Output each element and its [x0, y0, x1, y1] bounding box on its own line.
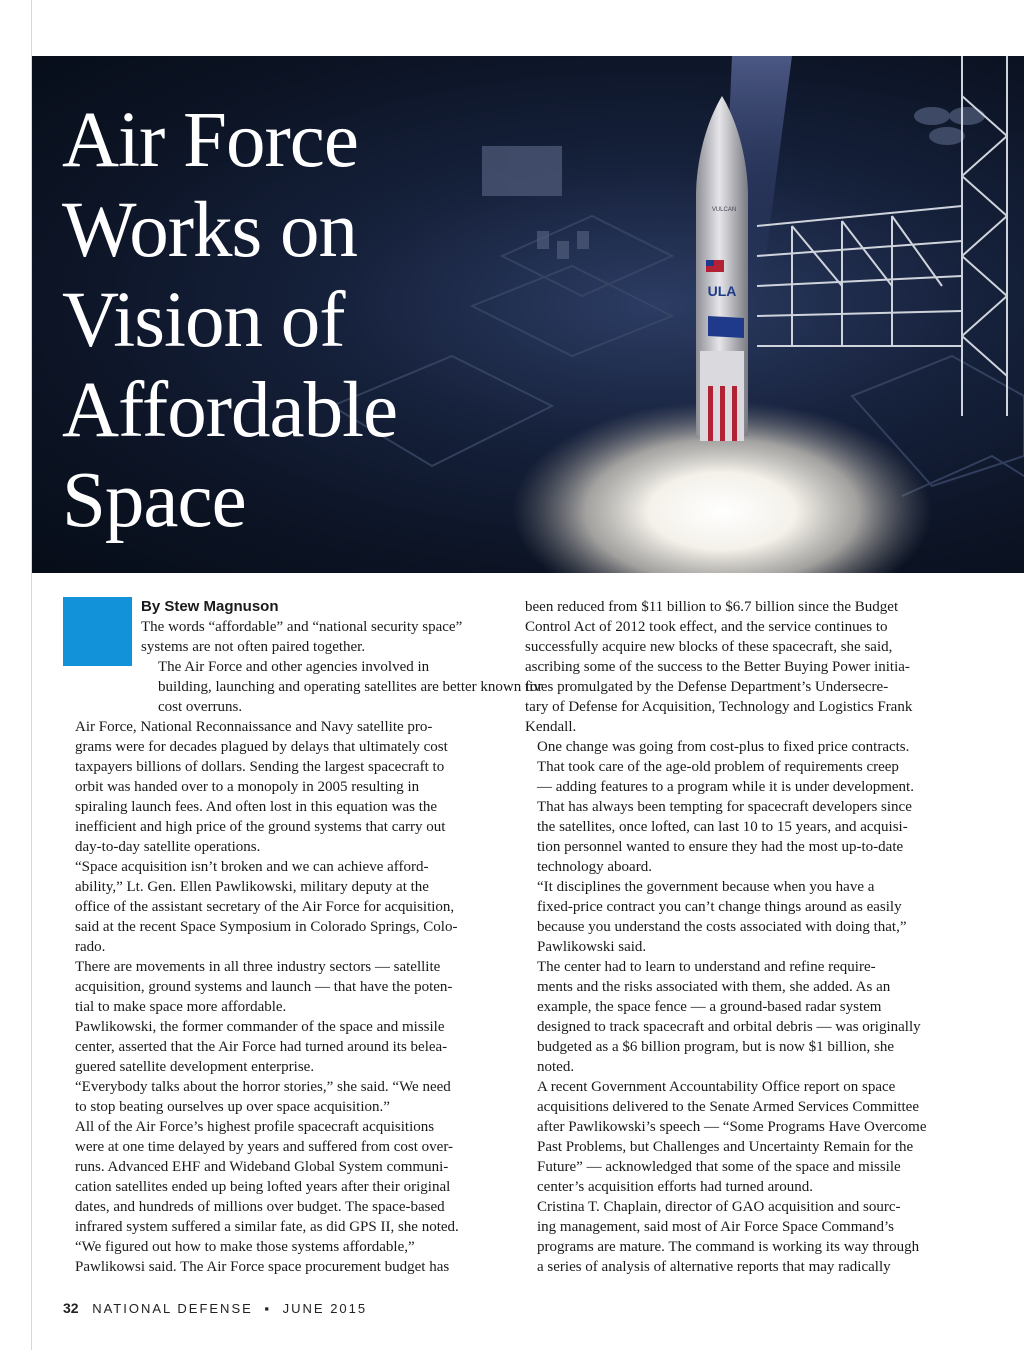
text-line: orbit was handed over to a monopoly in 2005 resulting in: [75, 779, 420, 795]
text-line: acquisition, ground systems and launch — that have the poten-: [75, 979, 453, 995]
text-line: The words “affordable” and “national security space”: [141, 619, 463, 635]
paragraph: [63, 1237, 505, 1277]
hero-image: [32, 56, 1024, 573]
paragraph: [63, 1077, 505, 1117]
text-line: “We figured out how to make those systems affordable,”: [75, 1239, 415, 1255]
text-line: fixed-price contract you can’t change things around as easily: [537, 899, 902, 915]
paragraph: [141, 617, 505, 657]
text-line: Control Act of 2012 took effect, and the service continues to: [525, 619, 888, 635]
text-line: center’s acquisition efforts had turned around.: [537, 1179, 814, 1195]
paragraph: [63, 957, 505, 1017]
paragraph: [525, 957, 965, 1077]
paragraph: [525, 1197, 965, 1277]
text-line: cost overruns.: [158, 699, 243, 715]
text-line: guered satellite development enterprise.: [75, 1059, 315, 1075]
text-line: successfully acquire new blocks of these spacecraft, she said,: [525, 639, 893, 655]
text-line: tion personnel wanted to ensure they had the most up-to-date: [537, 839, 904, 855]
text-line: “It disciplines the government because when you have a: [537, 879, 875, 895]
text-line: noted.: [537, 1059, 575, 1075]
footer-separator: ▪: [264, 1301, 272, 1316]
text-line: All of the Air Force’s highest profile spacecraft acquisitions: [75, 1119, 435, 1135]
article-column-right: [525, 597, 965, 1277]
page-footer: [63, 1300, 367, 1316]
text-line: were at one time delayed by years and suffered from cost over-: [75, 1139, 454, 1155]
text-line: budgeted as a $6 billion program, but is now $1 billion, she: [537, 1039, 895, 1055]
text-line: Future” — acknowledged that some of the space and missile: [537, 1159, 901, 1175]
text-line: tives promulgated by the Defense Department’s Undersecre-: [525, 679, 889, 695]
text-line: cation satellites ended up being lofted years after their original: [75, 1179, 451, 1195]
text-line: “Everybody talks about the horror stories,” she said. “We need: [75, 1079, 451, 1095]
rocket-logo: ULA: [707, 283, 737, 299]
text-line: ascribing some of the success to the Better Buying Power initia-: [525, 659, 910, 675]
headline-line: Space: [62, 457, 246, 544]
text-line: said at the recent Space Symposium in Colorado Springs, Colo-: [75, 919, 458, 935]
text-line: The Air Force and other agencies involved in: [158, 659, 430, 675]
text-line: programs are mature. The command is working its way through: [537, 1239, 920, 1255]
text-line: office of the assistant secretary of the Air Force for acquisition,: [75, 899, 455, 915]
text-line: There are movements in all three industry sectors — satellite: [75, 959, 441, 975]
paragraph: [63, 717, 505, 857]
headline-line: Vision of: [62, 277, 345, 364]
paragraph: [63, 657, 543, 717]
text-line: been reduced from $11 billion to $6.7 billion since the Budget: [525, 599, 899, 615]
text-line: example, the space fence — a ground-based radar system: [537, 999, 882, 1015]
text-line: Air Force, National Reconnaissance and Navy satellite pro-: [75, 719, 433, 735]
text-line: rado.: [75, 939, 106, 955]
text-line: because you understand the costs associated with doing that,”: [537, 919, 907, 935]
paragraph: [63, 1017, 505, 1077]
text-line: That has always been tempting for spacecraft developers since: [537, 799, 912, 815]
text-line: One change was going from cost-plus to fixed price contracts.: [537, 739, 910, 755]
text-line: runs. Advanced EHF and Wideband Global System communi-: [75, 1159, 449, 1175]
text-line: after Pawlikowski’s speech — “Some Programs Have Overcome: [537, 1119, 927, 1135]
text-line: technology aboard.: [537, 859, 652, 875]
text-line: center, asserted that the Air Force had turned around its belea-: [75, 1039, 448, 1055]
text-line: Past Problems, but Challenges and Uncertainty Remain for the: [537, 1139, 914, 1155]
text-line: The center had to learn to understand and refine require-: [537, 959, 876, 975]
text-line: taxpayers billions of dollars. Sending the largest spacecraft to: [75, 759, 445, 775]
paragraph: [525, 1077, 965, 1197]
text-line: building, launching and operating satellites are better known for: [158, 679, 543, 695]
text-line: “Space acquisition isn’t broken and we can achieve afford-: [75, 859, 429, 875]
paragraph: [525, 877, 965, 957]
text-line: Kendall.: [525, 719, 577, 735]
text-line: inefficient and high price of the ground systems that carry out: [75, 819, 446, 835]
paragraph: [525, 597, 965, 737]
paragraph: [63, 857, 505, 957]
text-line: That took care of the age-old problem of requirements creep: [537, 759, 899, 775]
rocket-name: VULCAN: [711, 207, 737, 213]
headline-line: Works on: [62, 187, 358, 274]
text-line: infrared system suffered a similar fate, as did GPS II, she noted.: [75, 1219, 459, 1235]
text-line: a series of analysis of alternative reports that may radically: [537, 1259, 891, 1275]
text-line: acquisitions delivered to the Senate Armed Services Committee: [537, 1099, 919, 1115]
text-line: the satellites, once lofted, can last 10 to 15 years, and acquisi-: [537, 819, 908, 835]
byline: By Stew Magnuson: [141, 598, 279, 615]
headline-line: Air Force: [62, 97, 358, 184]
text-line: Cristina T. Chaplain, director of GAO acquisition and sourc-: [537, 1199, 901, 1215]
paragraph: [525, 737, 965, 877]
publication-name: NATIONAL DEFENSE: [92, 1301, 253, 1316]
text-line: grams were for decades plagued by delays that ultimately cost: [75, 739, 448, 755]
text-line: tial to make space more affordable.: [75, 999, 287, 1015]
text-line: — adding features to a program while it is under development.: [537, 779, 914, 795]
text-line: dates, and hundreds of millions over budget. The space-based: [75, 1199, 445, 1215]
text-line: Pawlikowsi said. The Air Force space procurement budget has: [75, 1259, 450, 1275]
issue-date: JUNE 2015: [282, 1301, 368, 1316]
text-line: tary of Defense for Acquisition, Technology and Logistics Frank: [525, 699, 913, 715]
text-line: ments and the risks associated with them, she added. As an: [537, 979, 891, 995]
text-line: ing management, said most of Air Force Space Command’s: [537, 1219, 895, 1235]
text-line: Pawlikowski said.: [537, 939, 647, 955]
text-line: day-to-day satellite operations.: [75, 839, 261, 855]
text-line: systems are not often paired together.: [141, 639, 366, 655]
text-line: Pawlikowski, the former commander of the space and missile: [75, 1019, 445, 1035]
page-number: 32: [63, 1300, 79, 1316]
text-line: ability,” Lt. Gen. Ellen Pawlikowski, military deputy at the: [75, 879, 429, 895]
article-column-left: [63, 597, 543, 1277]
paragraph: [63, 1117, 505, 1237]
text-line: spiraling launch fees. And often lost in this equation was the: [75, 799, 438, 815]
text-line: designed to track spacecraft and orbital debris — was originally: [537, 1019, 921, 1035]
headline-line: Affordable: [62, 367, 398, 454]
text-line: to stop beating ourselves up over space acquisition.”: [75, 1099, 390, 1115]
text-line: A recent Government Accountability Office report on space: [537, 1079, 896, 1095]
rocket: [696, 96, 748, 441]
headline: [62, 96, 397, 546]
